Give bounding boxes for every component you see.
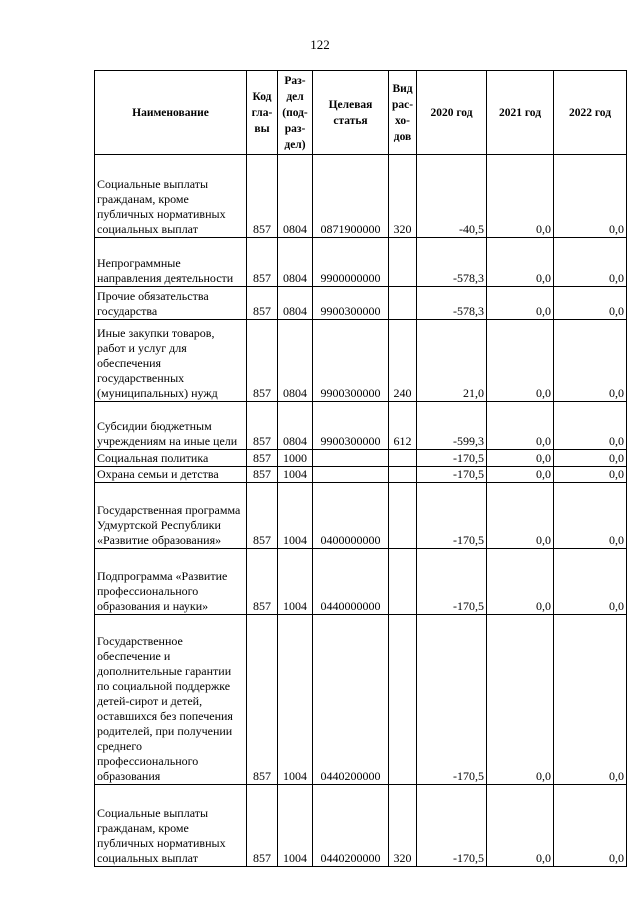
row-2021-cell: 0,0 [487,483,554,549]
row-2020-cell: -170,5 [417,785,487,867]
row-name-cell: Иные закупки товаров, работ и услуг для обеспечения государственных (муниципальных) нужд [95,320,247,402]
row-name-cell: Социальные выплаты гражданам, кроме публичных нормативных социальных выплат [95,785,247,867]
header-chapter-code: Код гла- вы [247,71,278,155]
header-year-2021: 2021 год [487,71,554,155]
row-expense-type-cell [389,483,417,549]
row-2020-cell: -170,5 [417,483,487,549]
row-chapter-cell: 857 [247,549,278,615]
row-2022-cell: 0,0 [554,450,627,467]
page-number: 122 [310,37,330,52]
row-2022-cell: 0,0 [554,320,627,402]
row-name-cell: Прочие обязательства государства [95,287,247,320]
row-2020-cell: -599,3 [417,402,487,450]
row-2022-cell: 0,0 [554,615,627,785]
row-2021-cell: 0,0 [487,287,554,320]
row-2022-cell: 0,0 [554,483,627,549]
row-section-cell: 0804 [278,287,313,320]
table-row [95,483,627,549]
row-expense-type-cell [389,615,417,785]
header-section: Раз- дел (под- раз- дел) [278,71,313,155]
row-section-cell: 1004 [278,785,313,867]
header-target-article: Целевая статья [313,71,389,155]
row-2021-cell: 0,0 [487,785,554,867]
table-row [95,320,627,402]
row-2022-cell: 0,0 [554,238,627,287]
row-name-cell: Охрана семьи и детства [95,467,247,483]
row-chapter-cell: 857 [247,467,278,483]
row-2021-cell: 0,0 [487,402,554,450]
row-2020-cell: -170,5 [417,615,487,785]
row-expense-type-cell: 612 [389,402,417,450]
row-expense-type-cell [389,467,417,483]
row-expense-type-cell [389,450,417,467]
row-2022-cell: 0,0 [554,402,627,450]
row-name-cell: Социальная политика [95,450,247,467]
row-chapter-cell: 857 [247,483,278,549]
row-target-cell: 0871900000 [313,155,389,238]
table-row [95,785,627,867]
row-chapter-cell: 857 [247,450,278,467]
row-section-cell: 0804 [278,402,313,450]
row-expense-type-cell: 320 [389,785,417,867]
row-name-cell: Государственная программа Удмуртской Республики «Развитие образования» [95,483,247,549]
row-chapter-cell: 857 [247,287,278,320]
row-2020-cell: 21,0 [417,320,487,402]
row-expense-type-cell [389,287,417,320]
table-row [95,155,627,238]
row-target-cell: 9900000000 [313,238,389,287]
row-chapter-cell: 857 [247,402,278,450]
row-target-cell: 0440000000 [313,549,389,615]
row-2021-cell: 0,0 [487,450,554,467]
row-name-cell: Субсидии бюджетным учреждениям на иные цели [95,402,247,450]
row-2020-cell: -578,3 [417,238,487,287]
row-2022-cell: 0,0 [554,785,627,867]
header-name: Наименование [95,71,247,155]
table-row [95,549,627,615]
row-2020-cell: -170,5 [417,549,487,615]
row-section-cell: 0804 [278,238,313,287]
header-year-2020: 2020 год [417,71,487,155]
header-expense-type: Вид рас- хо- дов [389,71,417,155]
row-name-cell: Непрограммные направления деятельности [95,238,247,287]
row-chapter-cell: 857 [247,615,278,785]
row-2021-cell: 0,0 [487,549,554,615]
table-row [95,238,627,287]
row-chapter-cell: 857 [247,320,278,402]
table-row [95,287,627,320]
row-2021-cell: 0,0 [487,467,554,483]
row-target-cell [313,450,389,467]
row-2020-cell: -40,5 [417,155,487,238]
row-2022-cell: 0,0 [554,467,627,483]
header-year-2022: 2022 год [554,71,627,155]
row-target-cell: 0400000000 [313,483,389,549]
row-2021-cell: 0,0 [487,320,554,402]
row-chapter-cell: 857 [247,238,278,287]
table-row [95,615,627,785]
row-section-cell: 1004 [278,467,313,483]
row-section-cell: 1004 [278,615,313,785]
row-chapter-cell: 857 [247,785,278,867]
row-target-cell [313,467,389,483]
table-row [95,467,627,483]
row-section-cell: 1004 [278,483,313,549]
row-expense-type-cell: 320 [389,155,417,238]
row-2022-cell: 0,0 [554,287,627,320]
row-2021-cell: 0,0 [487,238,554,287]
row-2022-cell: 0,0 [554,549,627,615]
table-header-row [95,71,627,155]
row-section-cell: 0804 [278,320,313,402]
row-section-cell: 1000 [278,450,313,467]
row-section-cell: 1004 [278,549,313,615]
row-target-cell: 0440200000 [313,785,389,867]
row-2022-cell: 0,0 [554,155,627,238]
table-row [95,402,627,450]
row-name-cell: Государственное обеспечение и дополнительные гарантии по социальной поддержке детей-сирот и детей, оставшихся без попечения родителей, при получении среднего профессионального образования [95,615,247,785]
row-2021-cell: 0,0 [487,155,554,238]
row-2020-cell: -578,3 [417,287,487,320]
row-2020-cell: -170,5 [417,467,487,483]
row-expense-type-cell [389,238,417,287]
row-section-cell: 0804 [278,155,313,238]
row-target-cell: 9900300000 [313,402,389,450]
row-target-cell: 9900300000 [313,320,389,402]
row-expense-type-cell [389,549,417,615]
table-row [95,450,627,467]
row-chapter-cell: 857 [247,155,278,238]
row-2020-cell: -170,5 [417,450,487,467]
row-2021-cell: 0,0 [487,615,554,785]
row-target-cell: 9900300000 [313,287,389,320]
budget-table [94,70,627,867]
row-expense-type-cell: 240 [389,320,417,402]
row-name-cell: Подпрограмма «Развитие профессионального образования и науки» [95,549,247,615]
row-name-cell: Социальные выплаты гражданам, кроме публичных нормативных социальных выплат [95,155,247,238]
row-target-cell: 0440200000 [313,615,389,785]
